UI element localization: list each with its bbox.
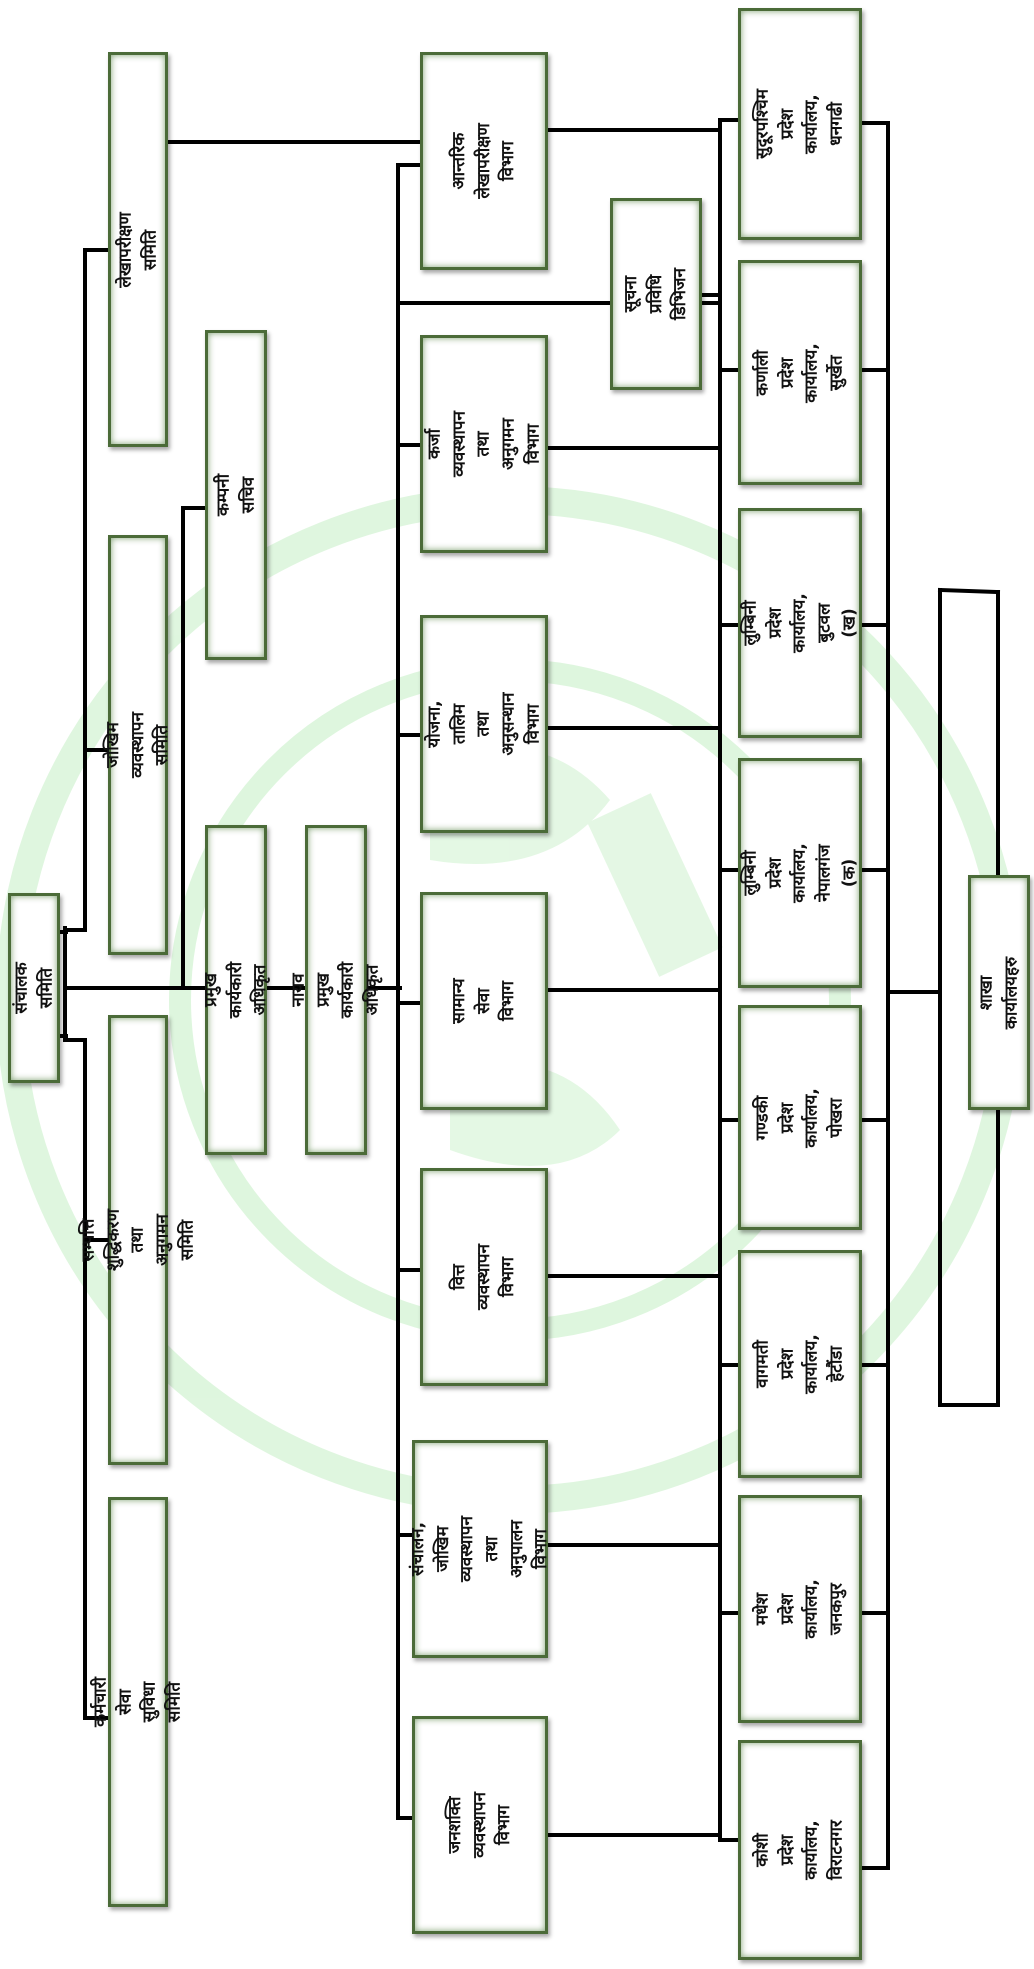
loan-management-department-label: कर्जा व्यवस्थापन तथा अनुगमन विभाग <box>424 411 543 477</box>
staff-welfare-committee-box <box>90 1497 185 1907</box>
provincial-office-karnali-box <box>738 260 862 485</box>
provincial-office-sudurpashchim-box <box>738 8 862 240</box>
provincial-office-bagmati-box <box>738 1250 862 1478</box>
finance-management-department-label: वित्त व्यवस्थापन विभाग <box>449 1244 519 1310</box>
provincial-office-lumbini-ka-box <box>738 758 862 988</box>
deputy-ceo-box <box>288 825 383 1155</box>
branch-offices-box <box>968 875 1030 1110</box>
deputy-ceo-label: नायव प्रमुख कार्यकारी अधिकृत <box>288 961 383 1019</box>
company-secretary-label: कम्पनी सचिव <box>213 474 258 516</box>
finance-management-department-box <box>420 1168 548 1386</box>
provincial-office-madhesh-label: मधेश प्रदेश कार्यालय, जनकपुर <box>752 1579 847 1639</box>
human-resources-department-box <box>412 1716 548 1934</box>
it-division-label: सूचना प्रविधि डिभिजन <box>621 268 691 320</box>
general-services-department-label: सामान्य सेवा विभाग <box>449 978 519 1024</box>
ceo-label: प्रमुख कार्यकारी अधिकृत <box>201 961 271 1019</box>
aml-committee-box <box>78 1015 197 1465</box>
provincial-office-bagmati-label: वागमती प्रदेश कार्यालय, हेटौंडा <box>752 1334 847 1394</box>
board-of-directors-box <box>8 893 60 1083</box>
provincial-office-sudurpashchim-label: सुदूरपश्चिम प्रदेश कार्यालय, धनगढी <box>752 89 847 159</box>
provincial-office-lumbini-kha-box <box>738 508 862 738</box>
operations-risk-compliance-department-box <box>408 1440 552 1658</box>
operations-risk-compliance-department-label: संचालन, जोखिम व्यवस्थापन तथा अनुपालन विभाग <box>408 1516 552 1582</box>
provincial-office-gandaki-label: गण्डकी प्रदेश कार्यालय, पोखरा <box>752 1087 847 1148</box>
provincial-office-koshi-box <box>738 1740 862 1960</box>
aml-committee-label: सम्पत्ति शुद्धिकरण तथा अनुगमन समिति <box>78 1209 197 1271</box>
company-secretary-box <box>205 330 267 660</box>
it-division-box <box>610 198 702 390</box>
provincial-office-madhesh-box <box>738 1495 862 1723</box>
ceo-box <box>201 825 271 1155</box>
board-of-directors-label: संचालक समिति <box>11 962 56 1014</box>
risk-management-committee-box <box>103 535 173 955</box>
planning-training-department-label: योजना, तालिम तथा अनुसन्धान विभाग <box>424 692 543 756</box>
audit-committee-box <box>108 52 168 447</box>
provincial-office-gandaki-box <box>738 1005 862 1230</box>
provincial-office-karnali-label: कर्णाली प्रदेश कार्यालय, सुर्खेत <box>752 342 847 403</box>
provincial-office-koshi-label: कोशी प्रदेश कार्यालय, विराटनगर <box>752 1820 847 1880</box>
general-services-department-box <box>420 892 548 1110</box>
internal-audit-department-label: आन्तरिक लेखापरीक्षण विभाग <box>449 123 519 199</box>
human-resources-department-label: जनशक्ति व्यवस्थापन विभाग <box>445 1792 515 1858</box>
internal-audit-department-box <box>420 52 548 270</box>
provincial-office-lumbini-ka-label: लुम्बिनी प्रदेश कार्यालय, नेपालगंज (क) <box>740 843 859 903</box>
planning-training-department-box <box>420 615 548 833</box>
branch-offices-label: शाखा कार्यालयहरु <box>976 956 1021 1029</box>
provincial-office-lumbini-kha-label: लुम्बिनी प्रदेश कार्यालय, बुटवल (ख) <box>740 593 859 653</box>
loan-management-department-box <box>420 335 548 553</box>
connector <box>940 590 998 592</box>
staff-welfare-committee-label: कर्मचारी सेवा सुविधा समिति <box>90 1677 185 1727</box>
audit-committee-label: लेखापरीक्षण समिति <box>115 211 160 288</box>
risk-management-committee-label: जोखिम व्यवस्थापन समिति <box>103 712 173 778</box>
